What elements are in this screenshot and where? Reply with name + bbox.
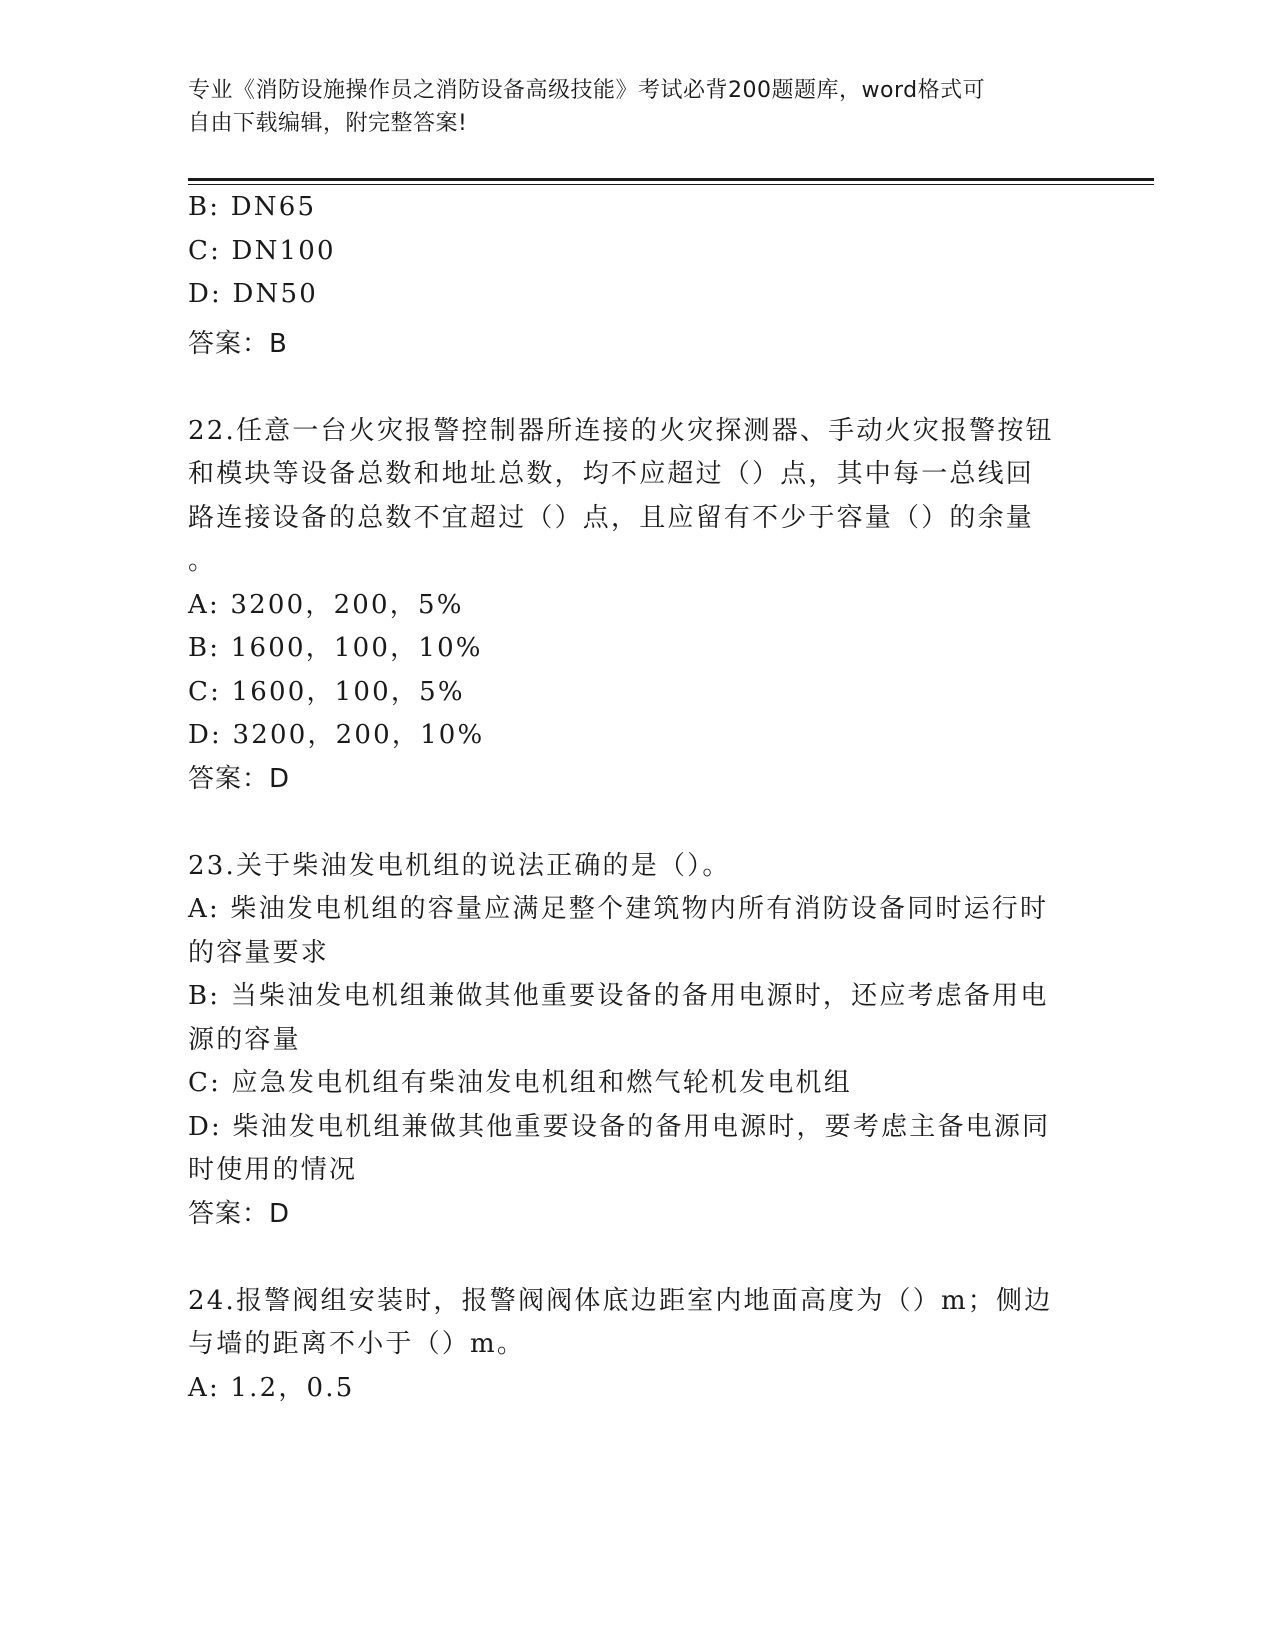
q23-option-b-line-2: 源的容量: [188, 1025, 301, 1055]
q22-option-c: C: 1600，100，5%: [188, 677, 465, 707]
document-header: [188, 74, 1068, 140]
header-divider-thick: [188, 178, 1154, 181]
header-line-2: 自由下载编辑，附完整答案!: [188, 111, 468, 136]
q23-answer: 答案：D: [188, 1199, 291, 1229]
q24-option-a: A: 1.2，0.5: [188, 1373, 355, 1403]
q24-stem-line-1: 24.报警阀组安装时，报警阀阀体底边距室内地面高度为（）m；侧边: [188, 1286, 1053, 1316]
header-line-1: 专业《消防设施操作员之消防设备高级技能》考试必背200题题库，word格式可: [188, 78, 986, 103]
q23-option-c: C: 应急发电机组有柴油发电机组和燃气轮机发电机组: [188, 1068, 852, 1098]
q22-stem-line-1: 22.任意一台火灾报警控制器所连接的火灾探测器、手动火灾报警按钮: [188, 416, 1054, 446]
q21-answer: 答案：B: [188, 329, 288, 359]
q21-option-c: C: DN100: [188, 236, 336, 266]
q21-option-b: B: DN65: [188, 192, 317, 222]
q23-option-b-line-1: B: 当柴油发电机组兼做其他重要设备的备用电源时，还应考虑备用电: [188, 981, 1049, 1011]
q22-stem-line-2: 和模块等设备总数和地址总数，均不应超过（）点，其中每一总线回: [188, 459, 1035, 489]
q24-stem-line-2: 与墙的距离不小于（）m。: [188, 1329, 526, 1359]
q23-option-a-line-1: A: 柴油发电机组的容量应满足整个建筑物内所有消防设备同时运行时: [188, 894, 1049, 924]
q23-option-d-line-2: 时使用的情况: [188, 1155, 358, 1185]
q22-stem-line-3: 路连接设备的总数不宜超过（）点，且应留有不少于容量（）的余量: [188, 503, 1035, 533]
q23-stem: 23.关于柴油发电机组的说法正确的是（）。: [188, 851, 731, 881]
q23-option-a-line-2: 的容量要求: [188, 938, 330, 968]
q22-option-b: B: 1600，100，10%: [188, 633, 483, 663]
q22-option-d: D: 3200，200，10%: [188, 720, 485, 750]
q21-option-d: D: DN50: [188, 279, 318, 309]
header-divider-thin: [188, 184, 1154, 185]
q22-option-a: A: 3200，200，5%: [188, 590, 464, 620]
q22-stem-line-4: 。: [188, 546, 217, 576]
q22-answer: 答案：D: [188, 764, 291, 794]
q23-option-d-line-1: D: 柴油发电机组兼做其他重要设备的备用电源时，要考虑主备电源同: [188, 1112, 1051, 1142]
